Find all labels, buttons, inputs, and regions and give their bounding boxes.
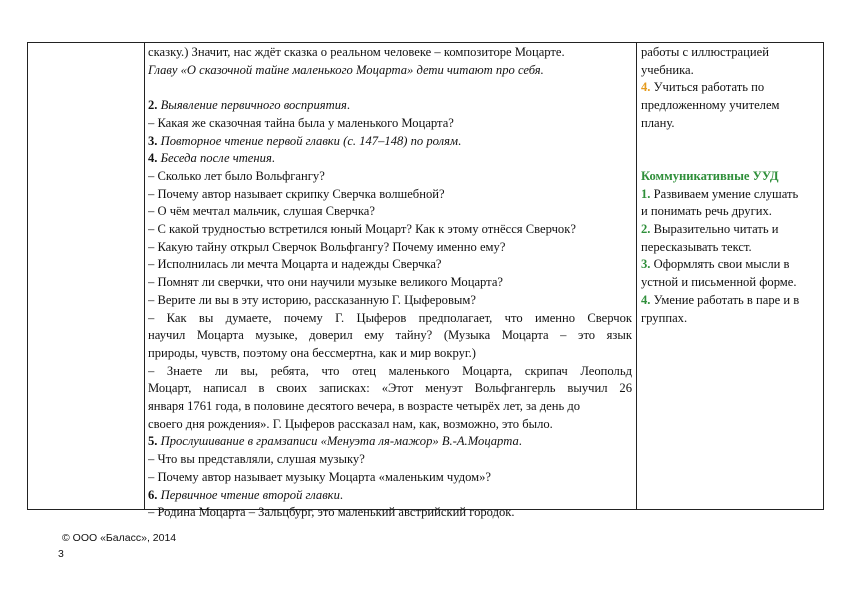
question-line: – Какую тайну открыл Сверчок Вольфгангу? Почему именно ему? (148, 239, 506, 254)
text-line: устной и письменной форме. (641, 275, 797, 290)
question-line: – С какой трудностью встретился юный Моцарт? Как к этому отнёсся Сверчок? (148, 222, 576, 237)
item-text: Умение работать в паре и в (650, 292, 800, 307)
text-line: работы с иллюстрацией (641, 45, 769, 59)
question-line: – Как вы думаете, почему Г. Цыферов предполагает, что именно Сверчок (148, 310, 632, 325)
item-number: 4. (641, 80, 651, 95)
question-line: – Что вы представляли, слушая музыку? (148, 452, 365, 467)
item-number: 2. (641, 222, 651, 236)
punctuation: . (518, 434, 522, 449)
section-number: 6. (148, 487, 158, 502)
section-title: Прослушивание в грамзаписи «Менуэта ля-мажор» В.-А.Моцарта (160, 434, 519, 449)
text-line (641, 186, 819, 204)
punctuation: . (339, 487, 344, 502)
section-number: 3. (148, 133, 158, 148)
item-text: Развиваем умение слушать (650, 186, 799, 201)
blank-line (641, 150, 819, 168)
section-number: 5. (148, 434, 158, 449)
section-heading-6 (148, 487, 632, 505)
column-divider-right (636, 43, 637, 509)
question-line: своего дня рождения». Г. Цыферов рассказал нам, как, возможно, это было. (148, 416, 553, 431)
punctuation: . (458, 133, 462, 148)
section-title: Беседа после чтения (160, 151, 272, 166)
section-heading-5 (148, 433, 632, 451)
item-text: Выразительно читать и (650, 222, 779, 236)
text-line: плану. (641, 115, 675, 130)
blank-line (148, 79, 632, 97)
question-line: – Исполнилась ли мечта Моцарта и надежды Сверчка? (148, 257, 442, 272)
text-line (641, 79, 819, 97)
text-line: группах. (641, 310, 688, 325)
text-line: учебника. (641, 62, 694, 77)
text-line: сказку.) Значит, нас ждёт сказка о реальном человеке – композиторе Моцарте. (148, 45, 565, 59)
question-line: Моцарт, написал в своих записках: «Этот менуэт Вольфгангерль выучил 26 (148, 381, 632, 396)
question-line: – Почему автор называет скрипку Сверчка волшебной? (148, 186, 445, 201)
section-heading-4 (148, 150, 632, 168)
question-line: – Родина Моцарта – Зальцбург, это маленький австрийский городок. (148, 505, 515, 520)
section-heading-3 (148, 133, 632, 151)
text-line: пересказывать текст. (641, 239, 752, 254)
item-text: Учиться работать по (650, 80, 765, 95)
item-number: 4. (641, 292, 651, 307)
text-line (641, 221, 819, 239)
page-number: 3 (58, 548, 64, 560)
question-line: – Верите ли вы в эту историю, рассказанную Г. Цыферовым? (148, 292, 476, 307)
punctuation: . (346, 98, 351, 113)
question-line: – О чём мечтал мальчик, слушая Сверчка? (148, 204, 375, 219)
section-number: 2. (148, 98, 158, 113)
question-line: – Знаете ли вы, ребята, что отец маленького Моцарта, скрипач Леопольд (148, 363, 632, 378)
question-line: – Помнят ли сверчки, что они научили музыке великого Моцарта? (148, 275, 504, 290)
section-heading-2 (148, 97, 632, 115)
lesson-content-column (148, 44, 632, 522)
text-line (641, 256, 819, 274)
question-line: научил Моцарта музыке, доверил ему тайну? (Музыка Моцарта – это язык (148, 328, 632, 343)
section-title: Первичное чтение второй главки (160, 487, 340, 502)
text-line: и понимать речь других. (641, 204, 772, 219)
punctuation: . (271, 151, 275, 166)
text-line (641, 292, 819, 310)
section-title: Повторное чтение первой главки (с. 147–148) по ролям (160, 133, 459, 148)
section-title: Выявление первичного восприятия (160, 98, 347, 113)
item-number: 3. (641, 257, 651, 272)
copyright-footer: © ООО «Баласс», 2014 (62, 532, 177, 544)
item-text: Оформлять свои мысли в (650, 257, 790, 272)
section-number: 4. (148, 151, 158, 166)
column-divider-left (144, 43, 145, 509)
communicative-skills-heading: Коммуникативные УУД (641, 168, 779, 183)
lesson-table (27, 42, 824, 520)
blank-line (641, 133, 819, 151)
question-line: – Какая же сказочная тайна была у маленького Моцарта? (148, 115, 454, 130)
question-line: – Сколько лет было Вольфгангу? (148, 168, 325, 183)
item-number: 1. (641, 186, 651, 201)
text-line: Главу «О сказочной тайне маленького Моцарта» дети читают про себя. (148, 62, 544, 77)
question-line: января 1761 года, в половине десятого вечера, в возрасте четырёх лет, за день до (148, 399, 581, 414)
question-line: природы, чувств, поэтому она бессмертна, как и мир вокруг.) (148, 345, 476, 360)
text-line: предложенному учителем (641, 98, 780, 113)
skills-column (641, 44, 819, 327)
question-line: – Почему автор называет музыку Моцарта «маленьким чудом»? (148, 469, 492, 484)
